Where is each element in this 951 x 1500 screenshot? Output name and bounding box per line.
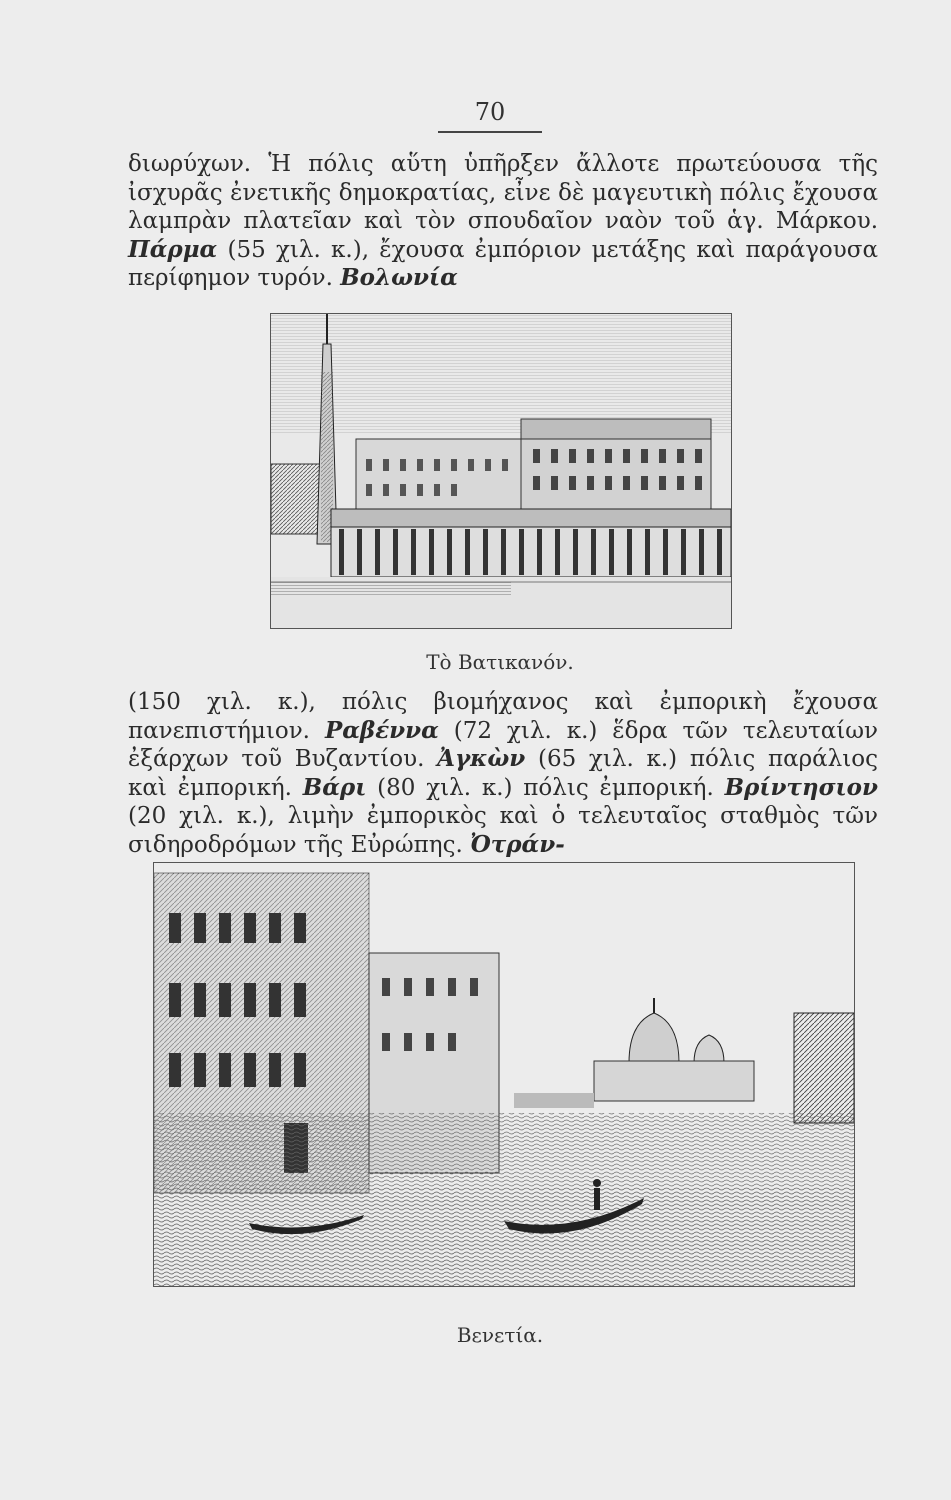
text-span: διωρύχων. Ἡ πόλις αὕτη ὑπῆρξεν ἄλλοτε πρωτεύουσα τῆς ἰσχυρᾶς ἐνετικῆς δημοκρατίας, εἶνε δὲ μαγευτικὴ πόλις ἔχουσα λαμπρὰν πλατεῖαν καὶ τὸν σπουδαῖον ναὸν τοῦ ἁγ. Μάρκου.: [128, 151, 878, 235]
text-span: (72 χιλ. κ.) ἕδρα τῶν τελευταίων ἐξάρχων τοῦ Βυζαντίου.: [128, 717, 878, 773]
text-span: (150 χιλ. κ.), πόλις βιομήχανος καὶ ἐμπορικὴ ἔχουσα πανεπιστήμιον.: [128, 689, 878, 744]
text-span: (65 χιλ. κ.) πόλις παράλιος καὶ ἐμπορική.: [128, 746, 878, 801]
city-brindisi: Βρίντησιον: [724, 773, 878, 801]
text-span: (80 χιλ. κ.) πόλις ἐμπορική.: [366, 774, 725, 801]
city-ravenna: Ραβέννα: [324, 716, 439, 744]
figure-caption-vatican: Τὸ Βατικανόν.: [426, 650, 574, 674]
vatican-engraving: [270, 313, 732, 629]
text-span: (55 χιλ. κ.), ἔχουσα ἐμπόριον μετάξης καὶ παράγουσα περίφημον τυρόν.: [128, 236, 878, 292]
venice-engraving: [153, 862, 855, 1287]
city-ancona: Ἀγκὼν: [437, 745, 526, 773]
city-otranto: Ὀτράν-: [470, 830, 565, 858]
city-bologna: Βολωνία: [340, 264, 458, 292]
text-span: (20 χιλ. κ.), λιμὴν ἐμπορικὸς καὶ ὁ τελευταῖος σταθμὸς τῶν σιδηροδρόμων τῆς Εὐρώπης.: [128, 803, 878, 858]
paragraph-top: [128, 150, 878, 293]
city-bari: Βάρι: [302, 773, 367, 801]
page-number: 70: [474, 98, 506, 126]
paragraph-middle: [128, 688, 878, 860]
page-number-rule: [438, 131, 542, 133]
figure-caption-venice: Βενετία.: [456, 1323, 544, 1347]
city-parma: Πάρμα: [128, 235, 218, 263]
